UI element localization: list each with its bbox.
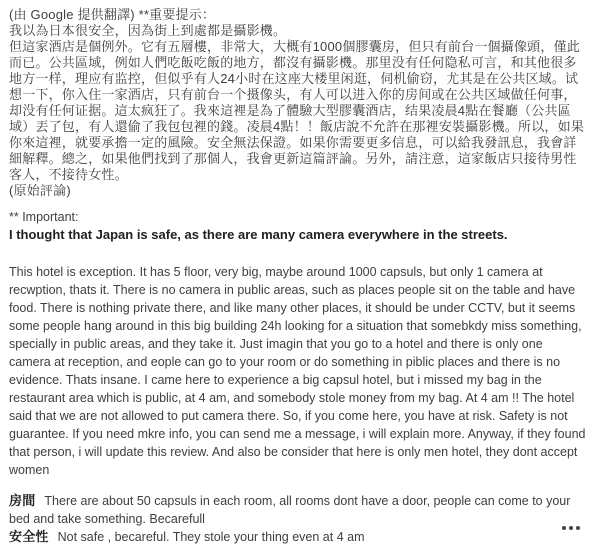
important-prefix: ** Important: xyxy=(9,210,79,224)
more-options-icon xyxy=(576,526,580,530)
original-review-section xyxy=(9,208,586,479)
aspect-row-rooms xyxy=(9,492,586,528)
aspect-text-rooms: There are about 50 capsuls in each room, all rooms dont have a door, people can come to your bed and take something. Becarefull xyxy=(9,494,571,526)
more-options-icon xyxy=(562,526,566,530)
translation-attribution: (由 Google 提供翻譯) **重要提示： xyxy=(9,7,216,22)
review-headline: I thought that Japan is safe, as there are many camera everywhere in the streets. xyxy=(9,227,508,242)
more-options-icon xyxy=(569,526,573,530)
aspect-text-safety: Not safe , becareful. They stole your thing even at 4 am xyxy=(57,530,365,544)
original-review-label: (原始評論) xyxy=(9,183,71,198)
aspect-ratings-section xyxy=(9,492,586,544)
translated-headline: 我以為日本很安全，因為街上到處都是攝影機。 xyxy=(9,23,287,38)
aspect-row-safety xyxy=(9,528,586,544)
translated-review-section xyxy=(9,7,586,199)
review-options-button[interactable] xyxy=(558,520,584,536)
translated-body: 但這家酒店是個例外。它有五層樓，非常大，大概有1000個膠囊房，但只有前台一個攝像頭，僅此而已。公共區域，例如人們吃飯吃飯的地方，都沒有攝影機。那里没有任何隐私可言，和其他很多地方一样，理应有监控，但似乎有人24小时在这座大楼里闲逛，伺机偷窃，尤其是在公共区域。试想一下，你入住一家酒店，只有前台一个摄像头，有人可以进入你的房间或在公共区域做任何事，却没有任何证据。這太疯狂了。我來這裡是為了體驗大型膠囊酒店，结果凌晨4點在餐廳（公共區域）丟了包，有人還偷了我包包裡的錢。凌晨4點！！飯店說不允許在那裡安裝攝影機。所以，如果你來這裡，就要承擔一定的風險。安全無法保證。如果你需要更多信息，可以給我發訊息，我會詳細解釋。總之，如果他們找到了那個人，我會更新這篇評論。另外，請注意，這家飯店只接待男性客人，不接待女性。 xyxy=(9,39,585,182)
review-body: This hotel is exception. It has 5 floor, very big, maybe around 1000 capsuls, but only 1 camera at recwption, thats it. There is no camera in public areas, such as places people sit on the table and have food. There is nothing private there, and like many other places, it should be under CCTV, but it seems some people hang around in this big building 24h looking for a situation that somebkdy miss something, specially in public areas, and they take it. Just imagin that you go to a hotel and there is only one camera at reception, and eople can go to your room or do something in piblic places and there is no evidence. Thats insane. I came here to experience a big capsul hotel, but i missed my bag in the restaurant area which is public, at 4 am, and somebody stole money from my bag. At 4 am !! The hotel said that we are not allowed to put camera there. So, if you come here, you have at risk. Safety is not guarantee. If you need mkre info, you can send me a message, i will explain more. Anyway, if they found that person, i will update this review. And also be consider that here is only men hotel, they dont accept women xyxy=(9,265,586,477)
aspect-label-safety: 安全性 xyxy=(9,529,49,544)
aspect-label-rooms: 房間 xyxy=(9,493,36,508)
